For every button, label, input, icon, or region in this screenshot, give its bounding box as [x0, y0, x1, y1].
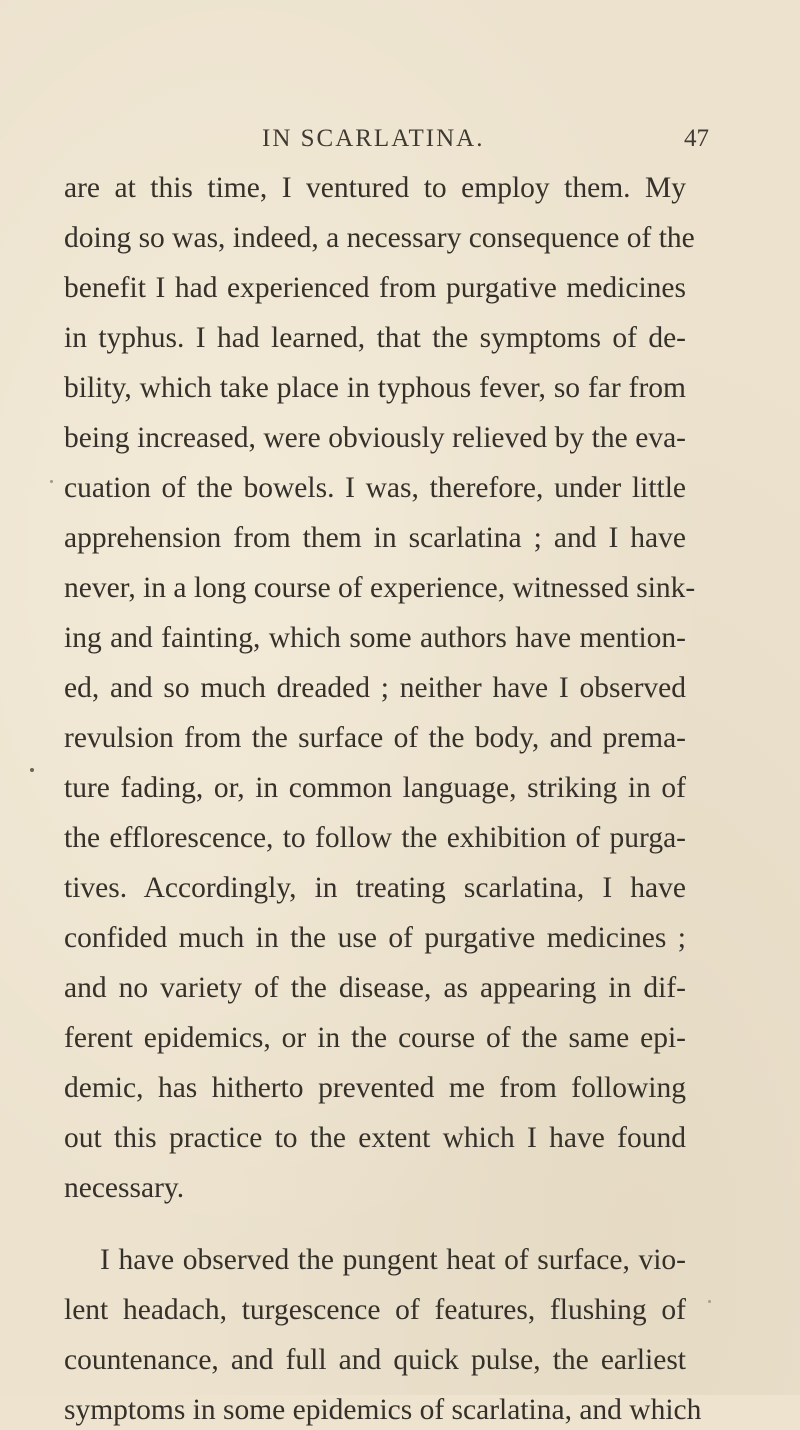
text-line: cuation of the bowels. I was, therefore, under little — [64, 472, 686, 504]
text-line: ing and fainting, which some authors have mention- — [64, 622, 686, 654]
text-line: benefit I had experienced from purgative medicines — [64, 272, 686, 304]
text-line: in typhus. I had learned, that the symptoms of de- — [64, 322, 686, 354]
paper-speck — [50, 480, 53, 483]
text-line: the efflorescence, to follow the exhibition of purga- — [64, 822, 686, 854]
text-line: ferent epidemics, or in the course of the same epi- — [64, 1022, 686, 1054]
text-line: tives. Accordingly, in treating scarlatina, I have — [64, 872, 686, 904]
paper-speck — [708, 1300, 711, 1303]
running-head: IN SCARLATINA. — [262, 125, 485, 152]
text-line: ed, and so much dreaded ; neither have I observed — [64, 672, 686, 704]
text-line: demic, has hitherto prevented me from following — [64, 1072, 686, 1104]
paper-speck — [30, 768, 34, 772]
text-line: never, in a long course of experience, witnessed sink- — [64, 572, 696, 604]
page-header — [0, 125, 800, 165]
text-line: I have observed the pungent heat of surface, vio- — [100, 1244, 686, 1276]
text-line: ture fading, or, in common language, striking in of — [64, 772, 686, 804]
text-line: symptoms in some epidemics of scarlatina, and which — [64, 1394, 702, 1426]
text-line: apprehension from them in scarlatina ; and I have — [64, 522, 686, 554]
text-line: and no variety of the disease, as appearing in dif- — [64, 972, 686, 1004]
text-line: are at this time, I ventured to employ them. My — [64, 172, 686, 204]
text-line: out this practice to the extent which I have found — [64, 1122, 686, 1154]
page-number: 47 — [684, 125, 709, 152]
text-line: confided much in the use of purgative medicines ; — [64, 922, 686, 954]
text-line: countenance, and full and quick pulse, the earliest — [64, 1344, 686, 1376]
text-line: necessary. — [64, 1172, 185, 1204]
text-line: revulsion from the surface of the body, and prema- — [64, 722, 686, 754]
text-line: doing so was, indeed, a necessary consequence of the — [64, 222, 695, 254]
text-line: lent headach, turgescence of features, flushing of — [64, 1294, 686, 1326]
text-line: being increased, were obviously relieved by the eva- — [64, 422, 686, 454]
text-line: bility, which take place in typhous fever, so far from — [64, 372, 686, 404]
